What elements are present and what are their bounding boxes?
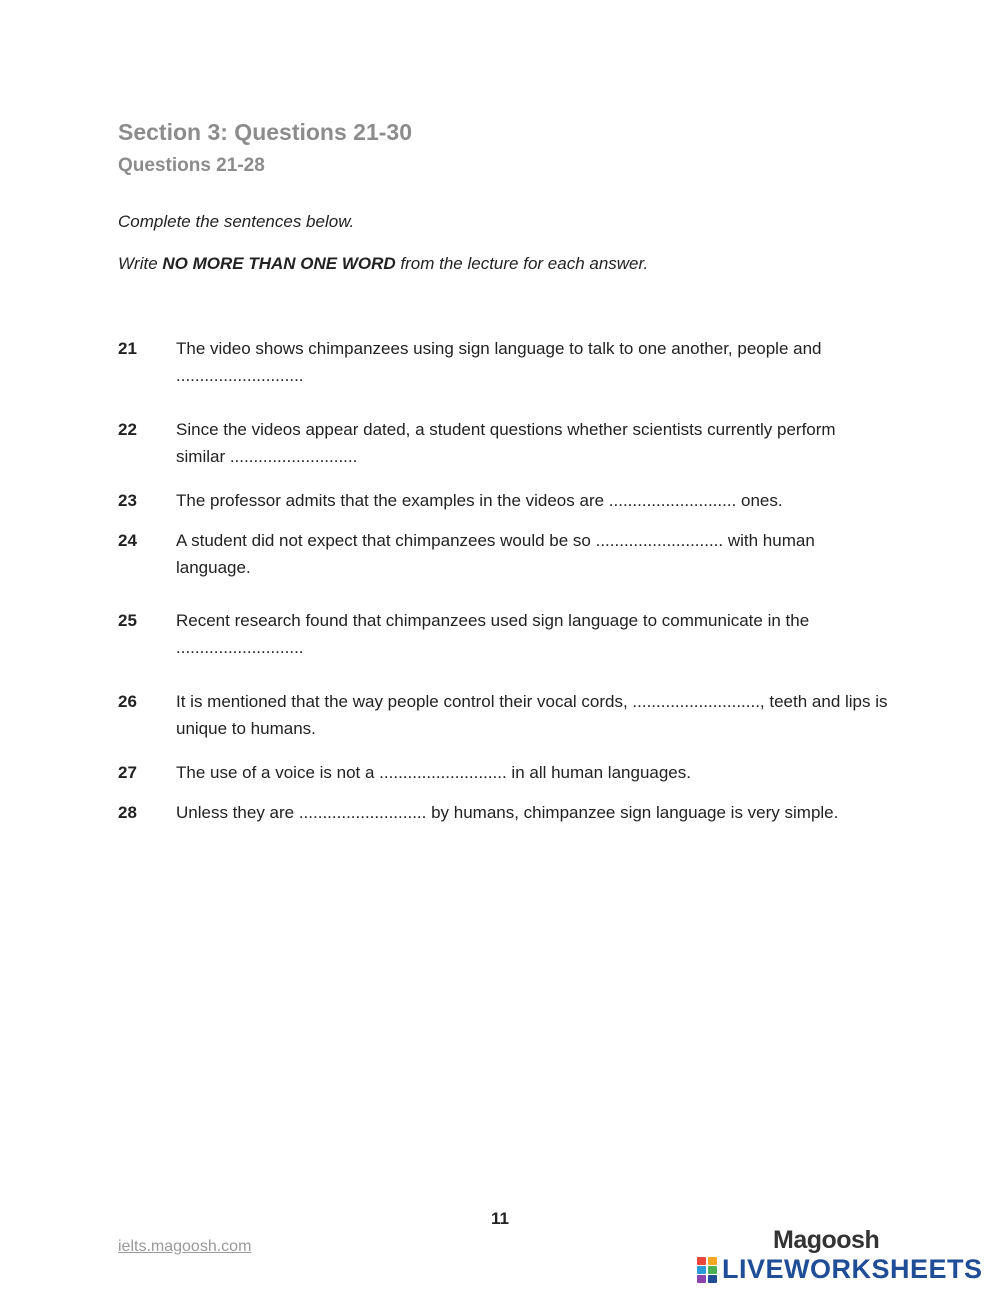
- instruction-emphasis: NO MORE THAN ONE WORD: [162, 254, 396, 273]
- question-text: Since the videos appear dated, a student questions whether scientists currently perform similar ...........................: [176, 420, 836, 466]
- sub-title: Questions 21-28: [118, 155, 265, 176]
- question-number: 28: [118, 803, 137, 822]
- liveworksheets-logo-text: LIVEWORKSHEETS: [722, 1254, 983, 1284]
- question-number: 23: [118, 491, 137, 510]
- question-number: 27: [118, 763, 137, 782]
- question-text: Recent research found that chimpanzees used sign language to communicate in the ...........................: [176, 611, 810, 657]
- question-number: 22: [118, 420, 137, 439]
- question-number: 25: [118, 611, 137, 630]
- question-text: It is mentioned that the way people control their vocal cords, ..........................., teeth and lips is unique to humans.: [176, 692, 888, 738]
- magoosh-logo-text: Magoosh: [773, 1226, 880, 1254]
- question-number: 24: [118, 531, 137, 550]
- section-title: Section 3: Questions 21-30: [118, 119, 412, 145]
- question-number: 21: [118, 339, 137, 358]
- question-text: The professor admits that the examples in the videos are ........................... ones.: [176, 491, 783, 510]
- question-number: 26: [118, 692, 137, 711]
- question-text: The video shows chimpanzees using sign language to talk to one another, people and ...........................: [176, 339, 822, 385]
- footer-link[interactable]: ielts.magoosh.com: [118, 1238, 252, 1255]
- instruction-prefix: Write: [118, 254, 163, 273]
- question-text: The use of a voice is not a ........................... in all human languages.: [176, 763, 691, 782]
- instruction-line-1: Complete the sentences below.: [118, 212, 355, 231]
- liveworksheets-blocks-icon: [697, 1257, 719, 1283]
- magoosh-logo: [773, 1226, 879, 1255]
- instruction-suffix: from the lecture for each answer.: [395, 254, 649, 273]
- question-text: A student did not expect that chimpanzees would be so ........................... with human language.: [176, 531, 815, 577]
- question-text: Unless they are ........................... by humans, chimpanzee sign language is very simple.: [176, 803, 839, 822]
- instruction-line-2: [118, 254, 648, 274]
- page-number: 11: [491, 1209, 509, 1228]
